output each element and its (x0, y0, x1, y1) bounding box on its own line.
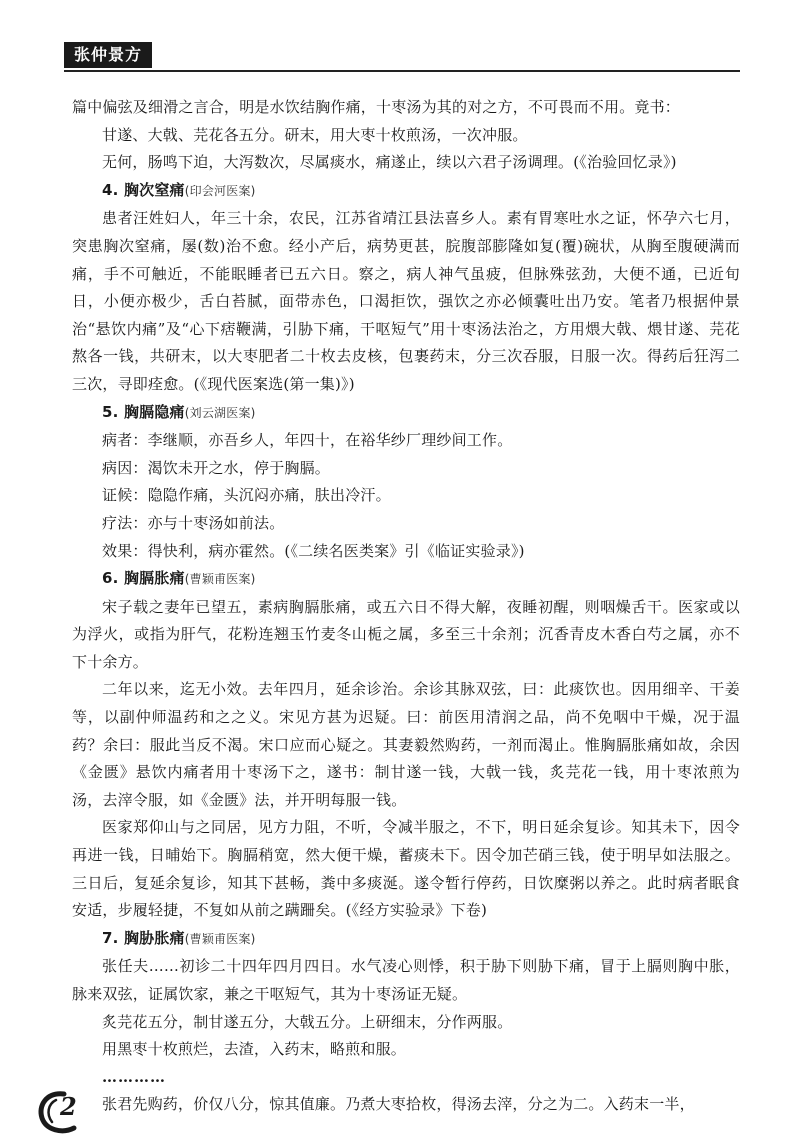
paragraph: 效果：得快利，病亦霍然。(《二续名医类案》引《临证实验录》) (102, 541, 525, 560)
page-number-badge (34, 1086, 94, 1136)
case-source: (曹颖甫医案) (184, 931, 256, 946)
paragraph: 医家郑仰山与之同居，见方力阻，不听，令减半服之，不下，明日延余复诊。知其未下，因令再进一钱，日晡始下。胸膈稍宽，然大便干燥，蓄痰未下。因令加芒硝三钱，使于明早如法服之。三日后，复延余复诊，知其下甚畅，粪中多痰涎。遂令暂行停药，日饮糜粥以养之。此时病者眠食安适，步履轻捷，不复如从前之蹒跚矣。(《经方实验录》下卷) (72, 818, 740, 920)
case-heading (72, 925, 740, 954)
case-heading (72, 399, 740, 428)
case-title: 5. 胸膈隐痛 (102, 402, 185, 421)
header-title: 张仲景方 (64, 42, 152, 68)
case-heading (72, 177, 740, 206)
paragraph: 病者：李继顺，亦吾乡人，年四十，在裕华纱厂理纱间工作。 (102, 431, 513, 450)
case-title: 7. 胸胁胀痛 (102, 928, 185, 947)
paragraph: 炙芫花五分，制甘遂五分，大戟五分。上研细末，分作两服。 (102, 1012, 513, 1031)
paragraph: 宋子载之妻年已望五，素病胸膈胀痛，或五六日不得大解，夜睡初醒，则咽燥舌干。医家或以为浮火，或指为肝气，花粉连翘玉竹麦冬山栀之属，多至三十余剂；沉香青皮木香白芍之属，亦不下十余方。 (72, 597, 740, 671)
case-heading (72, 565, 740, 594)
case-source: (曹颖甫医案) (184, 572, 256, 587)
case-title: 6. 胸膈胀痛 (102, 569, 185, 588)
paragraph: 用黑枣十枚煎烂，去渣，入药末，略煎和服。 (102, 1040, 407, 1059)
page-number: 2 (60, 1092, 77, 1121)
paragraph: 篇中偏弦及细滑之言合，明是水饮结胸作痛，十枣汤为其的对之方，不可畏而不用。竟书： (72, 98, 681, 116)
paragraph: 证候：隐隐作痛，头沉闷亦痛，肤出冷汗。 (102, 486, 391, 505)
ellipsis-line: ………… (102, 1067, 166, 1086)
paragraph: 无何，肠鸣下迫，大泻数次，尽属痰水，痛遂止，续以六君子汤调理。(《治验回忆录》) (102, 153, 677, 172)
case-source: (刘云湖医案) (184, 405, 256, 420)
paragraph: 甘遂、大戟、芫花各五分。研末，用大枣十枚煎汤，一次冲服。 (102, 125, 528, 144)
paragraph: 疗法：亦与十枣汤如前法。 (102, 513, 285, 532)
running-header (64, 40, 740, 72)
paragraph: 病因：渴饮未开之水，停于胸膈。 (102, 458, 331, 477)
paragraph: 张任夫……初诊二十四年四月四日。水气凌心则悸，积于胁下则胁下痛，冒于上膈则胸中胀，脉来双弦，证属饮家，兼之干呕短气，其为十枣汤证无疑。 (72, 957, 740, 1003)
paragraph: 二年以来，迄无小效。去年四月，延余诊治。余诊其脉双弦，曰：此痰饮也。因用细辛、干姜等，以副仲师温药和之之义。宋见方甚为迟疑。曰：前医用清润之品，尚不免咽中干燥，况于温药？余曰：服此当反不渴。宋口应而心疑之。其妻毅然购药，一剂而渴止。惟胸膈胀痛如故，余因《金匮》悬饮内痛者用十枣汤下之，遂书：制甘遂一钱，大戟一钱，炙芫花一钱，用十枣浓煎为汤，去滓令服，如《金匮》法，并开明每服一钱。 (72, 680, 740, 809)
case-title: 4. 胸次窒痛 (102, 180, 185, 199)
paragraph: 患者汪姓妇人，年三十余，农民，江苏省靖江县法喜乡人。素有胃寒吐水之证，怀孕六七月，突患胸次窒痛，屡(数)治不愈。经小产后，病势更甚，脘腹部膨隆如复(覆)碗状，从胸至腹硬满而痛，手不可触近，不能眠睡者已五六日。察之，病人神气虽疲，但脉殊弦劲，大便不通，已近旬日，小便亦极少，舌白苔腻，面带赤色，口渴拒饮，强饮之亦必倾囊吐出乃安。笔者乃根据仲景治“悬饮内痛”及“心下痞鞭满，引胁下痛，干呕短气”用十枣汤法治之，方用煨大戟、煨甘遂、芫花熬各一钱，共研末，以大枣肥者二十枚去皮核，包裹药末，分三次吞服，日服一次。得药后狂泻二三次，寻即痊愈。(《现代医案选(第一集)》) (72, 209, 740, 393)
page-body (72, 94, 740, 1119)
case-source: (印会河医案) (184, 183, 256, 198)
paragraph: 张君先购药，价仅八分，惊其值廉。乃煮大枣拾枚，得汤去滓，分之为二。入药末一半， (102, 1095, 695, 1114)
